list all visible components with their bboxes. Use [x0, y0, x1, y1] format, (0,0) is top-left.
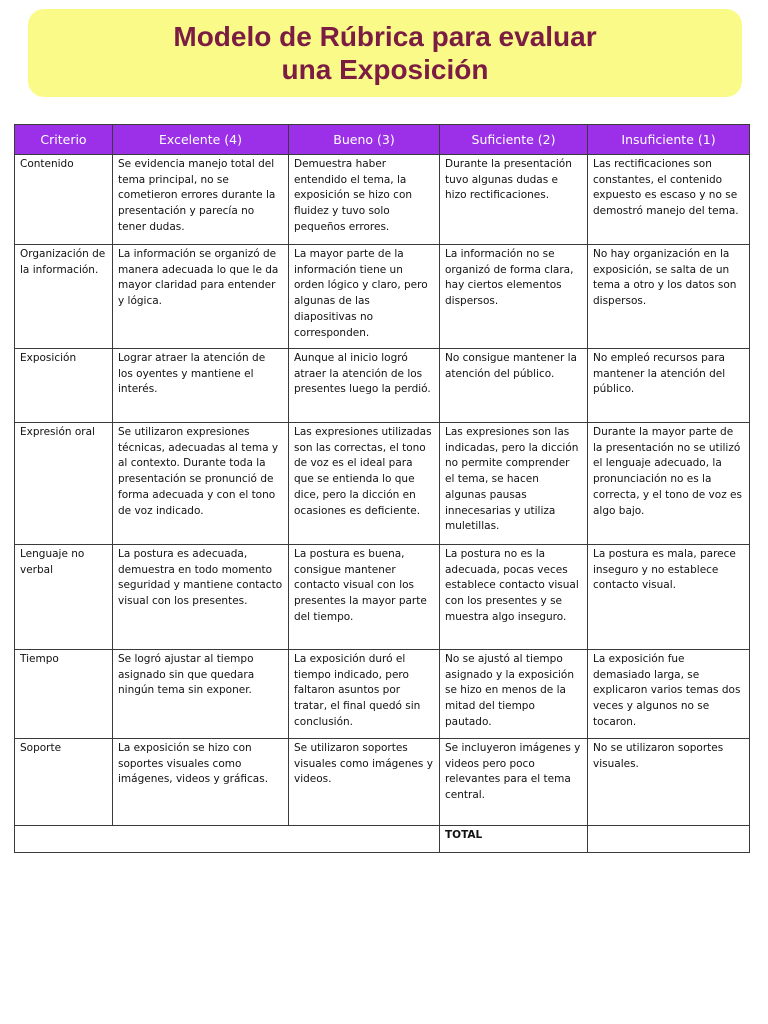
suficiente-cell: La postura no es la adecuada, pocas veces establece contacto visual con los presentes y se muestra algo inseguro.	[440, 545, 588, 650]
column-header-suficiente: Suficiente (2)	[440, 125, 588, 155]
column-header-excelente: Excelente (4)	[113, 125, 289, 155]
column-header-insuficiente: Insuficiente (1)	[588, 125, 750, 155]
criterion-cell: Contenido	[15, 155, 113, 245]
table-row	[15, 155, 750, 245]
insuficiente-cell: La exposición fue demasiado larga, se explicaron varios temas dos veces y algunos no se tocaron.	[588, 650, 750, 739]
insuficiente-cell: Durante la mayor parte de la presentación no se utilizó el lenguaje adecuado, la pronunciación no es la correcta, y el tono de voz es algo bajo.	[588, 423, 750, 545]
bueno-cell: Las expresiones utilizadas son las correctas, el tono de voz es el ideal para que se entienda lo que dice, pero la dicción en ocasiones es deficiente.	[289, 423, 440, 545]
bueno-cell: Demuestra haber entendido el tema, la exposición se hizo con fluidez y tuvo solo pequeños errores.	[289, 155, 440, 245]
total-value-cell	[588, 826, 750, 853]
table-row	[15, 245, 750, 349]
criterion-cell: Expresión oral	[15, 423, 113, 545]
suficiente-cell: No se ajustó al tiempo asignado y la exposición se hizo en menos de la mitad del tiempo pautado.	[440, 650, 588, 739]
suficiente-cell: Las expresiones son las indicadas, pero la dicción no permite comprender el tema, se hacen algunas pausas innecesarias y utiliza muletillas.	[440, 423, 588, 545]
excelente-cell: Lograr atraer la atención de los oyentes y mantiene el interés.	[113, 349, 289, 423]
total-row-blank-cell	[15, 826, 440, 853]
excelente-cell: Se evidencia manejo total del tema principal, no se cometieron errores durante la presentación y parecía no tener dudas.	[113, 155, 289, 245]
title-banner	[28, 9, 742, 97]
table-row	[15, 423, 750, 545]
column-header-criterio: Criterio	[15, 125, 113, 155]
insuficiente-cell: No empleó recursos para mantener la atención del público.	[588, 349, 750, 423]
insuficiente-cell: No hay organización en la exposición, se salta de un tema a otro y los datos son dispersos.	[588, 245, 750, 349]
page-title-line-1: Modelo de Rúbrica para evaluar	[173, 21, 597, 52]
insuficiente-cell: Las rectificaciones son constantes, el contenido expuesto es escaso y no se demostró manejo del tema.	[588, 155, 750, 245]
excelente-cell: Se utilizaron expresiones técnicas, adecuadas al tema y al contexto. Durante toda la presentación se pronunció de forma adecuada y con el tono de voz indicado.	[113, 423, 289, 545]
bueno-cell: La mayor parte de la información tiene un orden lógico y claro, pero algunas de las diapositivas no corresponden.	[289, 245, 440, 349]
suficiente-cell: Durante la presentación tuvo algunas dudas e hizo rectificaciones.	[440, 155, 588, 245]
criterion-cell: Exposición	[15, 349, 113, 423]
suficiente-cell: La información no se organizó de forma clara, hay ciertos elementos dispersos.	[440, 245, 588, 349]
table-row	[15, 545, 750, 650]
table-row	[15, 650, 750, 739]
excelente-cell: La exposición se hizo con soportes visuales como imágenes, videos y gráficas.	[113, 739, 289, 826]
table-row	[15, 349, 750, 423]
rubric-table	[14, 124, 750, 853]
suficiente-cell: No consigue mantener la atención del público.	[440, 349, 588, 423]
bueno-cell: Se utilizaron soportes visuales como imágenes y videos.	[289, 739, 440, 826]
excelente-cell: La postura es adecuada, demuestra en todo momento seguridad y mantiene contacto visual con los presentes.	[113, 545, 289, 650]
bueno-cell: Aunque al inicio logró atraer la atención de los presentes luego la perdió.	[289, 349, 440, 423]
total-label: TOTAL	[440, 826, 588, 853]
insuficiente-cell: No se utilizaron soportes visuales.	[588, 739, 750, 826]
suficiente-cell: Se incluyeron imágenes y videos pero poco relevantes para el tema central.	[440, 739, 588, 826]
page-title-line-2: una Exposición	[281, 54, 489, 85]
bueno-cell: La postura es buena, consigue mantener contacto visual con los presentes la mayor parte del tiempo.	[289, 545, 440, 650]
excelente-cell: Se logró ajustar al tiempo asignado sin que quedara ningún tema sin exponer.	[113, 650, 289, 739]
bueno-cell: La exposición duró el tiempo indicado, pero faltaron asuntos por tratar, el final quedó sin conclusión.	[289, 650, 440, 739]
excelente-cell: La información se organizó de manera adecuada lo que le da mayor claridad para entender y lógica.	[113, 245, 289, 349]
criterion-cell: Soporte	[15, 739, 113, 826]
insuficiente-cell: La postura es mala, parece inseguro y no establece contacto visual.	[588, 545, 750, 650]
header-row	[15, 125, 750, 155]
criterion-cell: Tiempo	[15, 650, 113, 739]
criterion-cell: Organización de la información.	[15, 245, 113, 349]
column-header-bueno: Bueno (3)	[289, 125, 440, 155]
table-row	[15, 739, 750, 826]
criterion-cell: Lenguaje no verbal	[15, 545, 113, 650]
total-row	[15, 826, 750, 853]
